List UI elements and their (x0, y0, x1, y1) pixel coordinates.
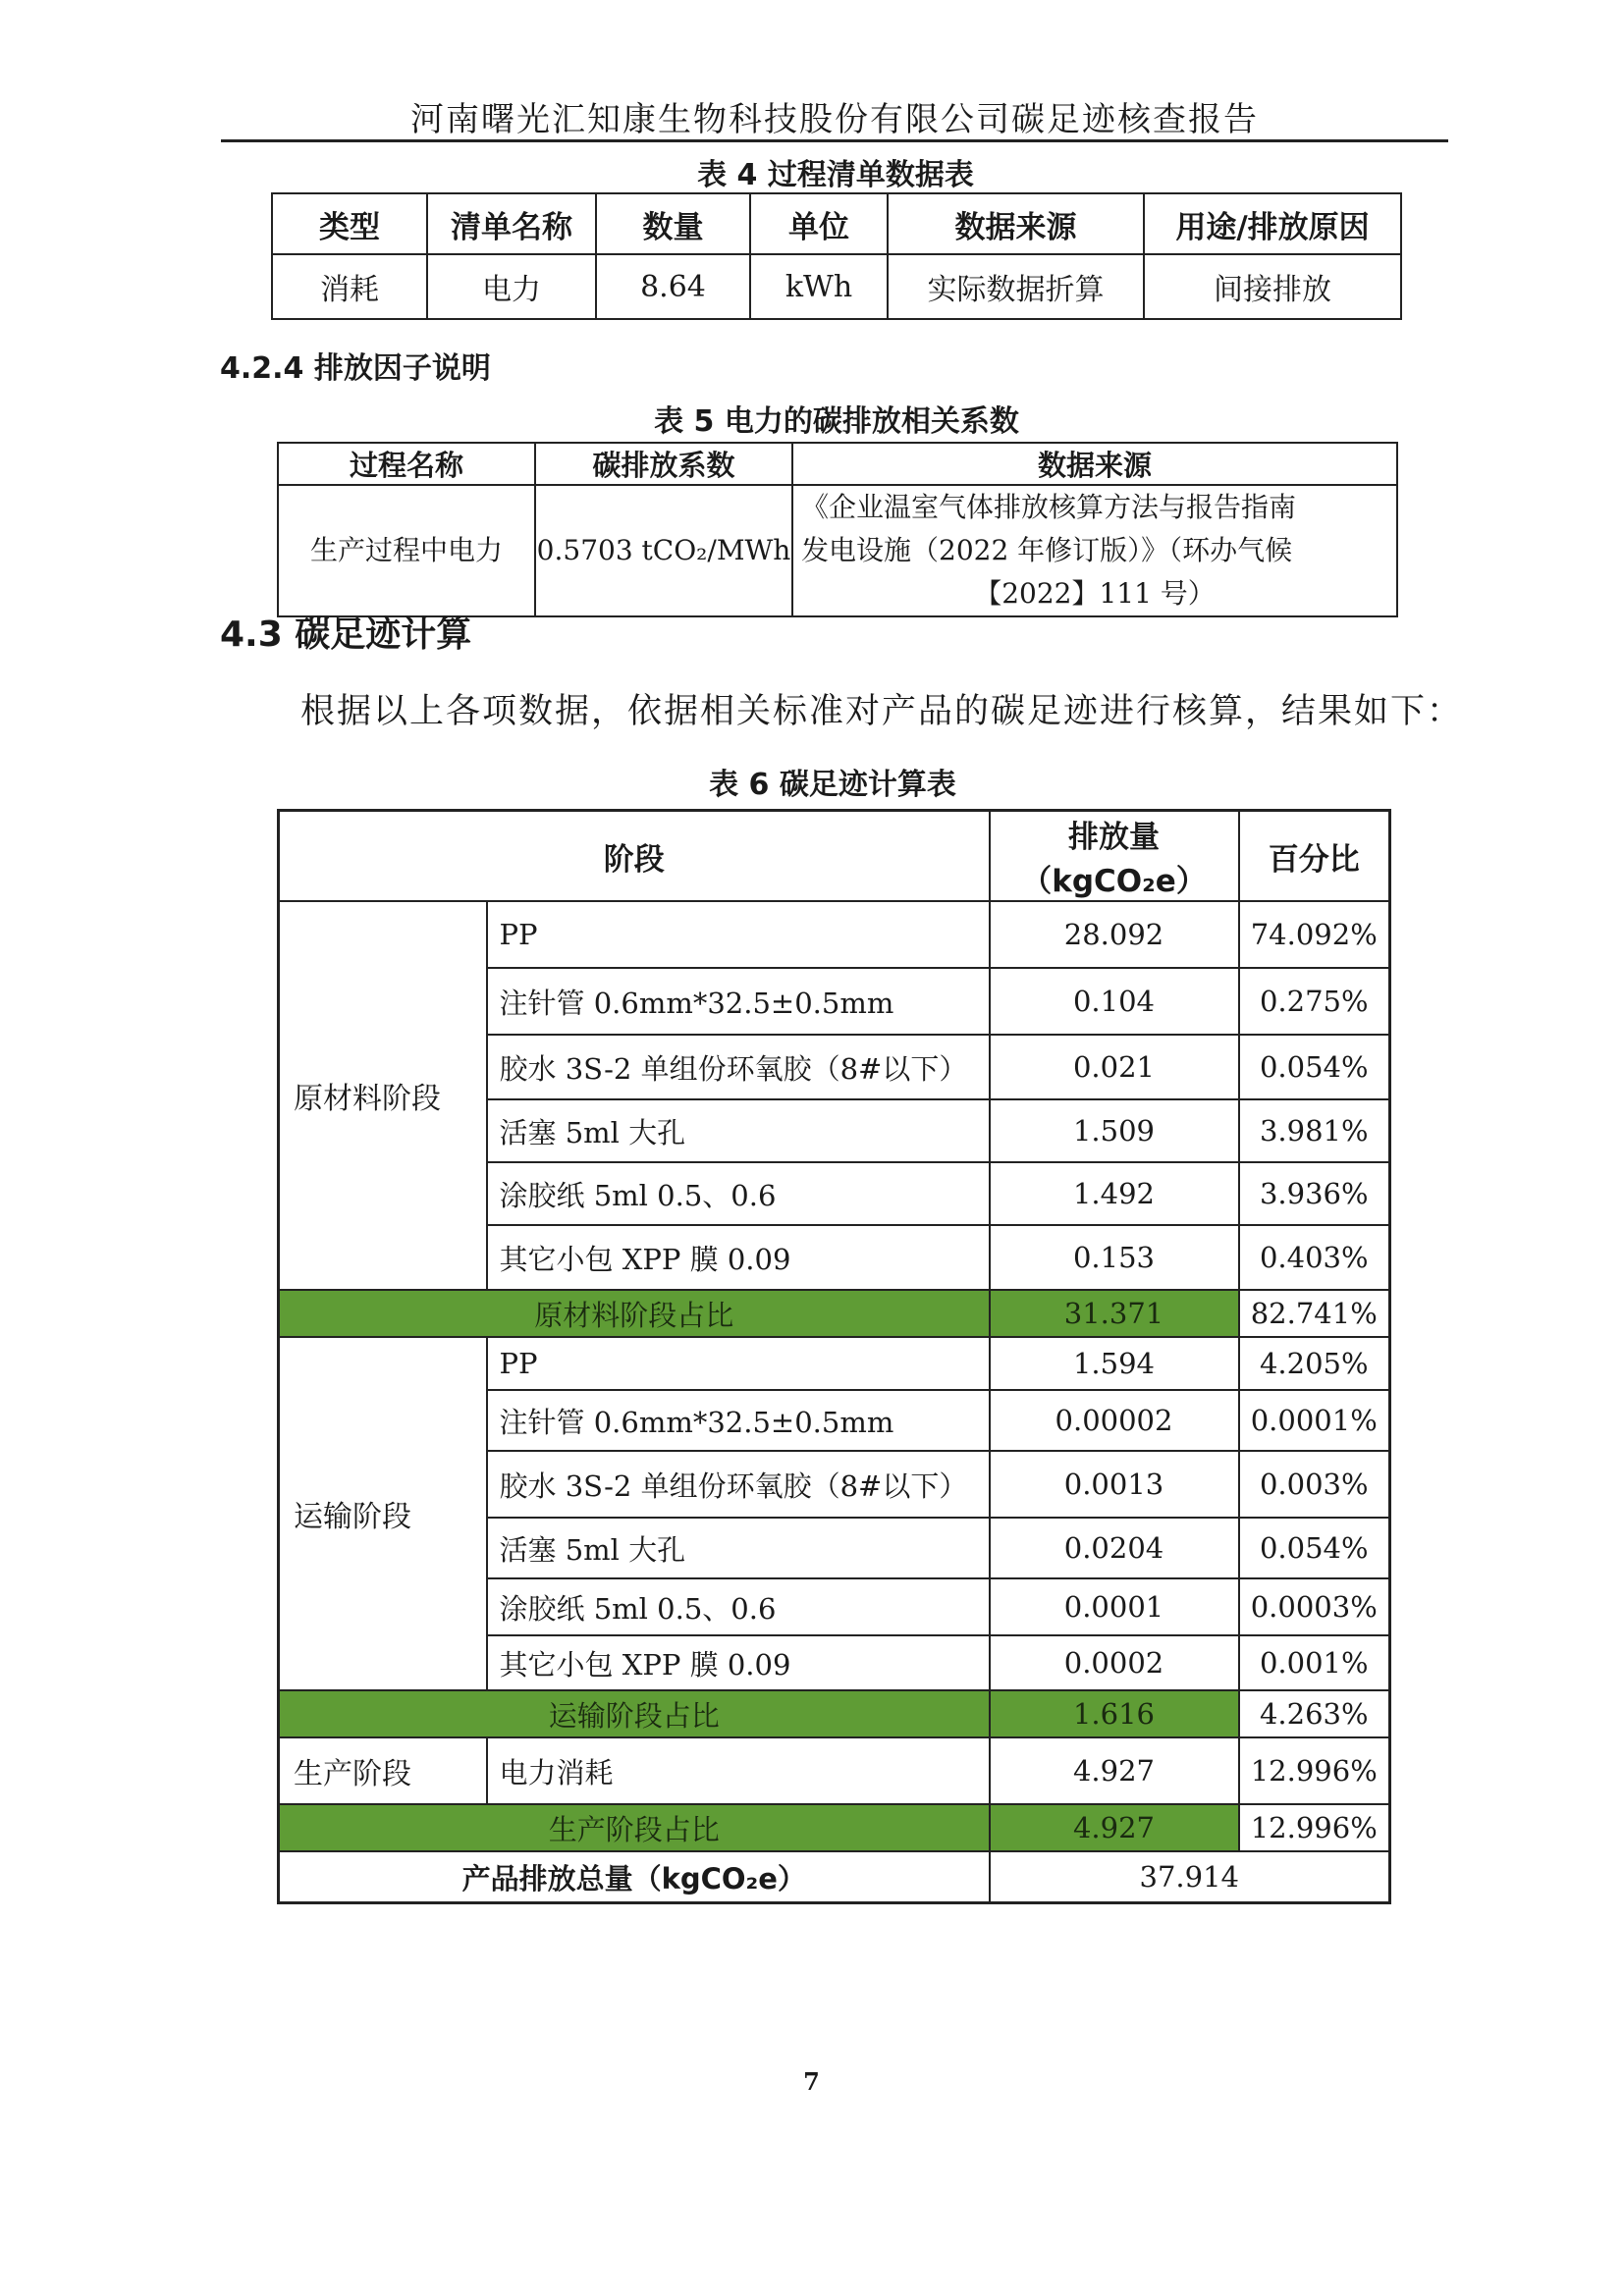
source-cell (792, 485, 1397, 616)
emission-factor-table (277, 442, 1398, 617)
percent-cell: 3.981% (1239, 1099, 1390, 1162)
cell: kWh (750, 254, 888, 319)
summary-percent: 82.741% (1239, 1290, 1390, 1337)
value-cell: 4.927 (990, 1737, 1239, 1804)
col-data-source: 数据来源 (888, 193, 1144, 254)
table-header-row (279, 811, 1390, 902)
table4-caption: 表 4 过程清单数据表 (697, 158, 974, 192)
table-row (279, 1737, 1390, 1804)
col-quantity: 数量 (596, 193, 750, 254)
table-row (278, 485, 1397, 616)
summary-label: 原材料阶段占比 (279, 1290, 990, 1337)
carbon-footprint-table (277, 809, 1391, 1904)
col-process-name: 过程名称 (278, 443, 535, 485)
table-row (272, 254, 1401, 319)
source-line: 发电设施（2022 年修订版）》（环办气候 (801, 534, 1293, 566)
col-percent: 百分比 (1239, 811, 1390, 902)
percent-cell: 74.092% (1239, 901, 1390, 968)
value-cell: 0.153 (990, 1225, 1239, 1290)
table6-caption: 表 6 碳足迹计算表 (709, 768, 956, 802)
summary-label: 生产阶段占比 (279, 1804, 990, 1851)
item-cell: 其它小包 XPP 膜 0.09 (487, 1225, 990, 1290)
total-value: 37.914 (990, 1851, 1390, 1903)
value-cell: 0.0001 (990, 1578, 1239, 1635)
body-paragraph: 根据以上各项数据，依据相关标准对产品的碳足迹进行核算，结果如下： (300, 692, 1464, 731)
col-data-source: 数据来源 (792, 443, 1397, 485)
value-cell: 0.021 (990, 1035, 1239, 1099)
value-cell: 0.104 (990, 968, 1239, 1035)
percent-cell: 0.0003% (1239, 1578, 1390, 1635)
production-stage-label: 生产阶段 (279, 1737, 487, 1804)
cell: 消耗 (272, 254, 427, 319)
source-line: 【2022】111 号） (974, 577, 1216, 610)
percent-cell: 12.996% (1239, 1737, 1390, 1804)
transport-stage-summary-row (279, 1690, 1390, 1737)
item-cell: 胶水 3S-2 单组份环氧胶（8#以下） (487, 1035, 990, 1099)
item-cell: 胶水 3S-2 单组份环氧胶（8#以下） (487, 1451, 990, 1518)
col-purpose: 用途/排放原因 (1144, 193, 1401, 254)
summary-percent: 12.996% (1239, 1804, 1390, 1851)
table-row (279, 1337, 1390, 1390)
table-header-row (272, 193, 1401, 254)
cell: 间接排放 (1144, 254, 1401, 319)
process-cell: 生产过程中电力 (278, 485, 535, 616)
item-cell: 涂胶纸 5ml 0.5、0.6 (487, 1578, 990, 1635)
col-emission-factor: 碳排放系数 (535, 443, 792, 485)
value-cell: 28.092 (990, 901, 1239, 968)
percent-cell: 0.0001% (1239, 1390, 1390, 1451)
percent-cell: 0.054% (1239, 1035, 1390, 1099)
col-stage: 阶段 (279, 811, 990, 902)
total-row (279, 1851, 1390, 1903)
cell: 电力 (427, 254, 596, 319)
cell: 8.64 (596, 254, 750, 319)
process-inventory-table (271, 192, 1402, 320)
col-type: 类型 (272, 193, 427, 254)
item-cell: 注针管 0.6mm*32.5±0.5mm (487, 1390, 990, 1451)
item-cell: 其它小包 XPP 膜 0.09 (487, 1635, 990, 1690)
percent-cell: 0.275% (1239, 968, 1390, 1035)
item-cell: PP (487, 901, 990, 968)
factor-cell: 0.5703 tCO₂/MWh (535, 485, 792, 616)
header-divider (221, 139, 1448, 142)
summary-value: 1.616 (990, 1690, 1239, 1737)
percent-cell: 3.936% (1239, 1162, 1390, 1225)
value-cell: 0.0204 (990, 1518, 1239, 1578)
source-line: 《企业温室气体排放核算方法与报告指南 (801, 491, 1297, 523)
value-cell: 0.0002 (990, 1635, 1239, 1690)
production-stage-summary-row (279, 1804, 1390, 1851)
item-cell: 活塞 5ml 大孔 (487, 1099, 990, 1162)
page-number: 7 (803, 2067, 820, 2096)
item-cell: 涂胶纸 5ml 0.5、0.6 (487, 1162, 990, 1225)
summary-label: 运输阶段占比 (279, 1690, 990, 1737)
col-list-name: 清单名称 (427, 193, 596, 254)
percent-cell: 0.054% (1239, 1518, 1390, 1578)
section-4-3-heading: 4.3 碳足迹计算 (220, 614, 472, 655)
value-cell: 1.509 (990, 1099, 1239, 1162)
item-cell: 活塞 5ml 大孔 (487, 1518, 990, 1578)
cell: 实际数据折算 (888, 254, 1144, 319)
section-4-2-4-heading: 4.2.4 排放因子说明 (220, 351, 491, 386)
table-header-row (278, 443, 1397, 485)
item-cell: 注针管 0.6mm*32.5±0.5mm (487, 968, 990, 1035)
col-emission: 排放量（kgCO₂e） (990, 811, 1239, 902)
value-cell: 0.00002 (990, 1390, 1239, 1451)
summary-value: 4.927 (990, 1804, 1239, 1851)
table-row (279, 901, 1390, 968)
col-unit: 单位 (750, 193, 888, 254)
item-cell: 电力消耗 (487, 1737, 990, 1804)
total-label: 产品排放总量（kgCO₂e） (279, 1851, 990, 1903)
percent-cell: 0.003% (1239, 1451, 1390, 1518)
value-cell: 1.492 (990, 1162, 1239, 1225)
item-cell: PP (487, 1337, 990, 1390)
table5-caption: 表 5 电力的碳排放相关系数 (654, 404, 1019, 439)
summary-percent: 4.263% (1239, 1690, 1390, 1737)
running-header: 河南曙光汇知康生物科技股份有限公司碳足迹核查报告 (410, 100, 1259, 139)
percent-cell: 0.403% (1239, 1225, 1390, 1290)
raw-stage-summary-row (279, 1290, 1390, 1337)
value-cell: 0.0013 (990, 1451, 1239, 1518)
percent-cell: 4.205% (1239, 1337, 1390, 1390)
percent-cell: 0.001% (1239, 1635, 1390, 1690)
transport-stage-label: 运输阶段 (279, 1337, 487, 1690)
value-cell: 1.594 (990, 1337, 1239, 1390)
raw-stage-label: 原材料阶段 (279, 901, 487, 1290)
summary-value: 31.371 (990, 1290, 1239, 1337)
